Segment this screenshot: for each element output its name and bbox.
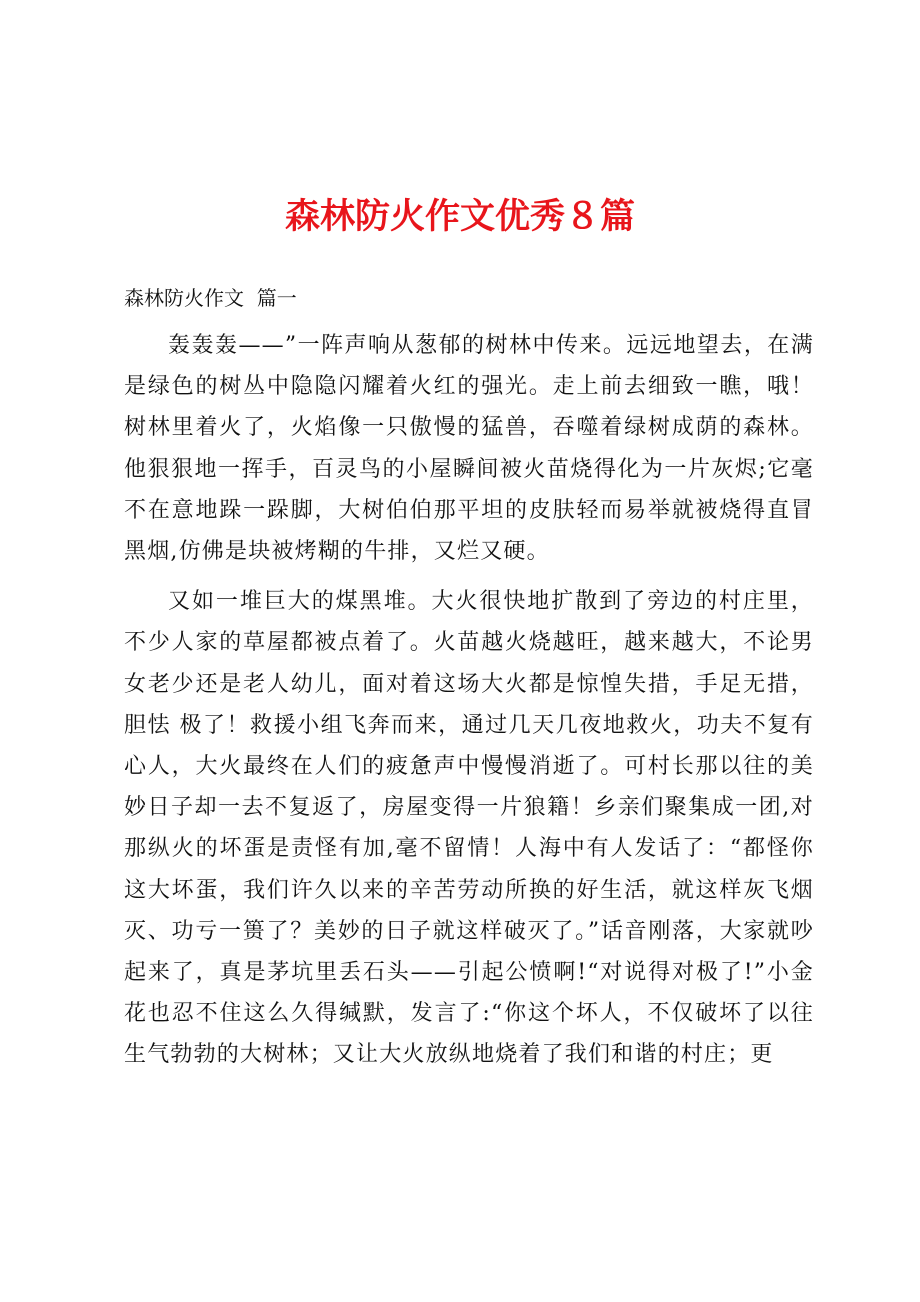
document-title: 森林防火作文优秀８篇 xyxy=(284,196,635,237)
paragraph-2: 又如一堆巨大的煤黑堆。大火很快地扩散到了旁边的村庄里，不少人家的草屋都被点着了。火苗越火烧越旺，越来越大，不论男女老少还是老人幼儿，面对着这场大火都是惊惶失措，手足无措，胆怯 极了！救援小组飞奔而来，通过几天几夜地救火，功夫不复有心人，大火最终在人们的疲惫声中慢慢消逝了。可村长那以往的美妙日子却一去不复返了，房屋变得一片狼籍！乡亲们聚集成一团,对那纵火的坏蛋是责怪有加,毫不留情！人海中有人发话了：“都怪你这大坏蛋，我们许久以来的辛苦劳动所换的好生活，就这样灰飞烟灭、功亏一篑了？美妙的日子就这样破灭了。”话音刚落，大家就吵起来了，真是茅坑里丢石头——引起公愤啊!“对说得对极了!”小金花也忍不住这么久得缄默，发言了:“你这个坏人，不仅破坏了以往生气勃勃的大树林；又让大火放纵地烧着了我们和谐的村庄；更 xyxy=(124,589,814,1068)
article-body xyxy=(124,325,814,1085)
section-heading: 森林防火作文 篇一 xyxy=(124,286,297,310)
paragraph-1: 轰轰轰——”一阵声响从葱郁的树林中传来。远远地望去，在满是绿色的树丛中隐隐闪耀着火红的强光。走上前去细致一瞧，哦！树林里着火了，火焰像一只傲慢的猛兽，吞噬着绿树成荫的森林。他狠狠地一挥手，百灵鸟的小屋瞬间被火苗烧得化为一片灰烬;它毫不在意地跺一跺脚，大树伯伯那平坦的皮肤轻而易举就被烧得直冒黑烟,仿佛是块被烤糊的牛排，又烂又硬。 xyxy=(124,333,814,565)
